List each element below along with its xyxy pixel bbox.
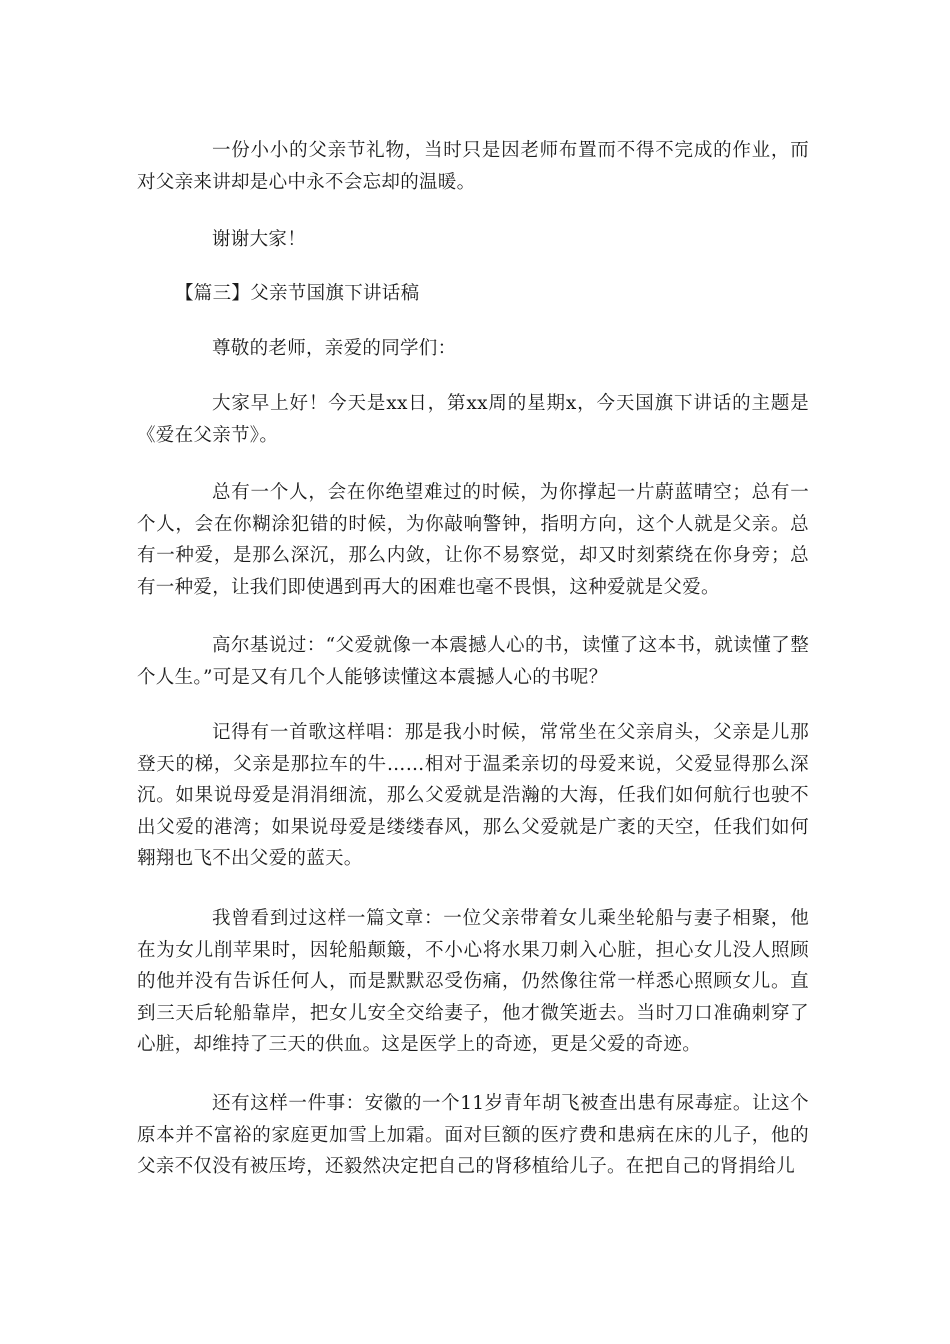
section-heading-part-three: 【篇三】父亲节国旗下讲话稿 <box>175 283 420 304</box>
paragraph-father-love: 总有一个人，会在你绝望难过的时候，为你撑起一片蔚蓝晴空；总有一个人，会在你糊涂犯错的时候，为你敲响警钟，指明方向，这个人就是父亲。总有一种爱，是那么深沉，那么内敛，让你不易察觉，却又时刻萦绕在你身旁；总有一种爱，让我们即使遇到再大的困难也毫不畏惧，这种爱就是父爱。 <box>137 482 809 598</box>
paragraph-kidney-story: 还有这样一件事：安徽的一个11岁青年胡飞被查出患有尿毒症。让这个原本并不富裕的家庭更加雪上加霜。面对巨额的医疗费和患病在床的儿子，他的父亲不仅没有被压垮，还毅然决定把自己的肾移植给儿子。在把自己的肾捐给儿 <box>137 1093 809 1177</box>
paragraph-song: 记得有一首歌这样唱：那是我小时候，常常坐在父亲肩头，父亲是儿那登天的梯，父亲是那拉车的牛……相对于温柔亲切的母爱来说，父爱显得那么深沉。如果说母爱是涓涓细流，那么父爱就是浩瀚的大海，任我们如何航行也驶不出父爱的港湾；如果说母爱是缕缕春风，那么父爱就是广袤的天空，任我们如何翱翔也飞不出父爱的蓝天。 <box>137 722 809 869</box>
paragraph-closing-gift: 一份小小的父亲节礼物，当时只是因老师布置而不得不完成的作业，而对父亲来讲却是心中永不会忘却的温暖。 <box>137 140 809 193</box>
paragraph-gorky-quote: 高尔基说过：“父爱就像一本震撼人心的书，读懂了这本书，就读懂了整个人生。”可是又有几个人能够读懂这本震撼人心的书呢？ <box>137 635 809 688</box>
paragraph-greeting: 大家早上好！今天是xx日，第xx周的星期x，今天国旗下讲话的主题是《爱在父亲节》。 <box>137 393 809 446</box>
paragraph-salutation: 尊敬的老师，亲爱的同学们： <box>212 338 457 359</box>
paragraph-ship-story: 我曾看到过这样一篇文章：一位父亲带着女儿乘坐轮船与妻子相聚，他在为女儿削苹果时，因轮船颠簸，不小心将水果刀刺入心脏，担心女儿没人照顾的他并没有告诉任何人，而是默默忍受伤痛，仍然像往常一样悉心照顾女儿。直到三天后轮船靠岸，把女儿安全交给妻子，他才微笑逝去。当时刀口准确刺穿了心脏，却维持了三天的供血。这是医学上的奇迹，更是父爱的奇迹。 <box>137 908 809 1055</box>
paragraph-thanks: 谢谢大家！ <box>212 229 307 250</box>
